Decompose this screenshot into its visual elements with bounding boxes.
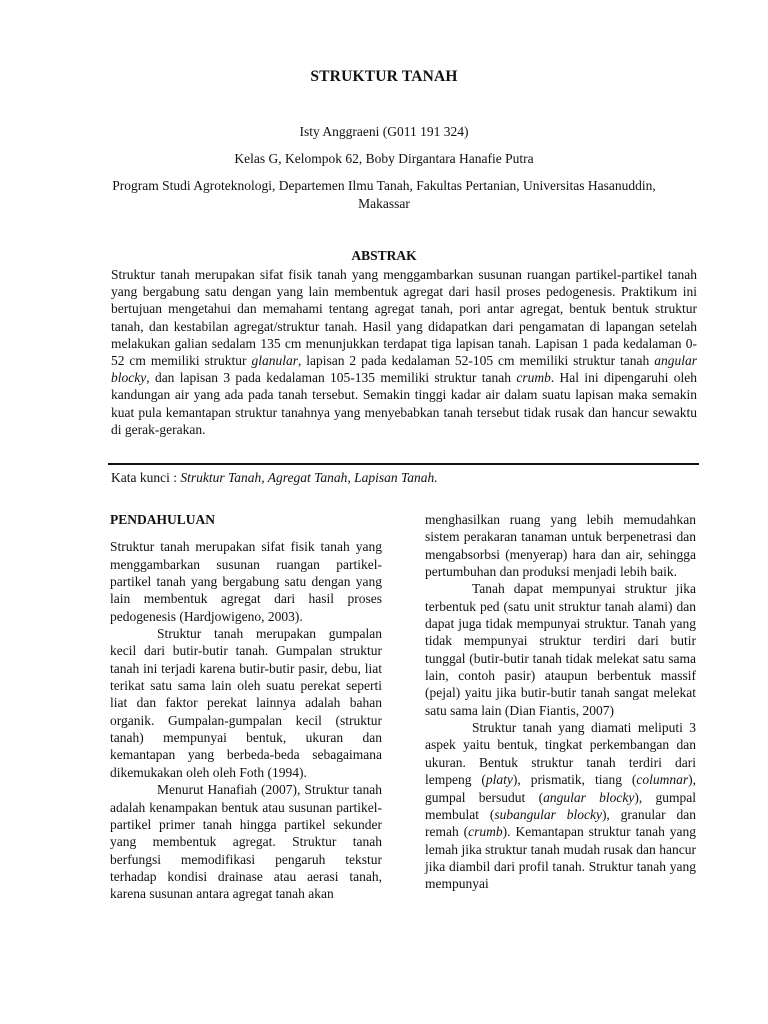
paragraph-text: ). Kemantapan struktur tanah yang lemah jika struktur tanah mudah rusak dan hancur jika diambil dari profil tanah. Struktur tanah yang mempunyai	[425, 824, 696, 892]
abstract-heading: ABSTRAK	[351, 248, 417, 263]
paragraph-term: columnar	[636, 772, 689, 788]
paragraph-term: subangular blocky	[494, 806, 602, 822]
section-heading: PENDAHULUAN	[110, 512, 216, 527]
separator-rule	[108, 463, 699, 465]
abstract-text: , dan lapisan 3 pada kedalaman 105-135 memiliki struktur tanah	[146, 370, 517, 386]
paragraph: Tanah dapat mempunyai struktur jika terbentuk ped (satu unit struktur tanah alami) dan dapat juga tidak mempunyai struktur. Tanah yang tidak mempunyai struktur terdiri dari butir tunggal (butir-butir tanah tidak melekat satu sama lain, contoh pasir) ataupun berbentuk massif (pejal) yaitu jika butir-butir tanah sangat melekat satu sama lain (Dian Fiantis, 2007)	[425, 581, 696, 718]
paragraph-term: crumb	[468, 824, 503, 840]
paragraph-text: Struktur tanah yang diamati meliputi 3 aspek yaitu bentuk, tingkat perkembangan dan ukuran. Bentuk struktur tanah terdiri dari lempeng (	[425, 720, 696, 788]
paper-title: STRUKTUR TANAH	[310, 68, 458, 85]
abstract-body	[111, 266, 697, 438]
paragraph: menghasilkan ruang yang lebih memudahkan sistem perakaran tanaman untuk berpenetrasi dan mengabsorbsi (menyerap) hara dan air, sehingga pertumbuhan dan produksi menjadi lebih baik.	[425, 512, 696, 580]
left-column	[110, 511, 382, 903]
right-column	[425, 511, 696, 893]
paragraph-text: ), granular dan remah (	[425, 806, 696, 840]
author-line: Isty Anggraeni (G011 191 324)	[299, 124, 469, 139]
keywords-label: Kata kunci :	[111, 470, 181, 485]
paragraph-text: ), gumpal bersudut (	[425, 772, 697, 805]
keywords	[111, 469, 697, 486]
paragraph-term: angular blocky	[543, 789, 635, 805]
paragraph-text: ), gumpal membulat (	[425, 789, 696, 822]
paragraph: Struktur tanah merupakan sifat fisik tanah yang menggambarkan susunan ruangan partikel-partikel tanah yang bergabung satu dengan yang lain membentuk agregat dari hasil proses pedogenesis (Hardjowigeno, 2003).	[110, 539, 382, 624]
abstract-term: glanular	[251, 353, 298, 369]
abstract-text: . Hal ini dipengaruhi oleh kandungan air yang ada pada tanah tersebut. Semakin tinggi kadar air dalam suatu lapisan maka semakin kuat pula kemantapan struktur tanahnya yang menyebabkan tanah tersebut tidak rusak dan hancur sewaktu di gerak-gerakan.	[111, 370, 697, 437]
paragraph	[425, 719, 696, 892]
paragraph: Struktur tanah merupakan gumpalan kecil dari butir-butir tanah. Gumpalan struktur tanah ini terjadi karena butir-butir pasir, debu, liat terikat satu sama lain oleh suatu perekat seperti liat dan faktor perekat lainnya adalah bahan organik. Gumpalan-gumpalan kecil (struktur tanah) mempunyai bentuk, ukuran dan kemantapan yang berbeda-beda sebagaimana dikemukakan oleh oleh Foth (1994).	[110, 626, 382, 780]
abstract-term: angular blocky	[111, 353, 697, 386]
keywords-value: Struktur Tanah, Agregat Tanah, Lapisan Tanah.	[180, 470, 438, 485]
paragraph: Menurut Hanafiah (2007), Struktur tanah adalah kenampakan bentuk atau susunan partikel-partikel primer tanah hingga partikel sekunder yang membentuk agregat. Struktur tanah berfungsi memodifikasi pengaruh tekstur terhadap kondisi drainase atau aerasi tanah, karena susunan antara agregat tanah akan	[110, 782, 382, 902]
abstract-text: , lapisan 2 pada kedalaman 52-105 cm memiliki struktur tanah	[297, 353, 655, 369]
abstract-term: crumb	[516, 370, 551, 386]
group-line: Kelas G, Kelompok 62, Boby Dirgantara Hanafie Putra	[234, 151, 534, 166]
paragraph-term: platy	[485, 772, 513, 788]
paragraph-text: ), prismatik, tiang (	[512, 772, 637, 788]
abstract-text: Struktur tanah merupakan sifat fisik tanah yang menggambarkan susunan ruangan partikel-partikel tanah yang bergabung satu dengan yang lain membentuk agregat dari hasil proses pedogenesis. Praktikum ini bertujuan mengetahui dan memahami tentang agregat tanah, pori antar agregat, bentuk bentuk struktur tanah, dan kestabilan agregat/struktur tanah. Hasil yang didapatkan dari pengamatan di lapangan setelah melakukan galian sedalam 135 cm menunjukkan terdapat tiga lapisan tanah. Lapisan 1 pada kedalaman 0-52 cm memiliki struktur	[111, 267, 697, 369]
affiliation: Program Studi Agroteknologi, Departemen Ilmu Tanah, Fakultas Pertanian, Universitas Hasanuddin, Makassar	[112, 178, 656, 211]
